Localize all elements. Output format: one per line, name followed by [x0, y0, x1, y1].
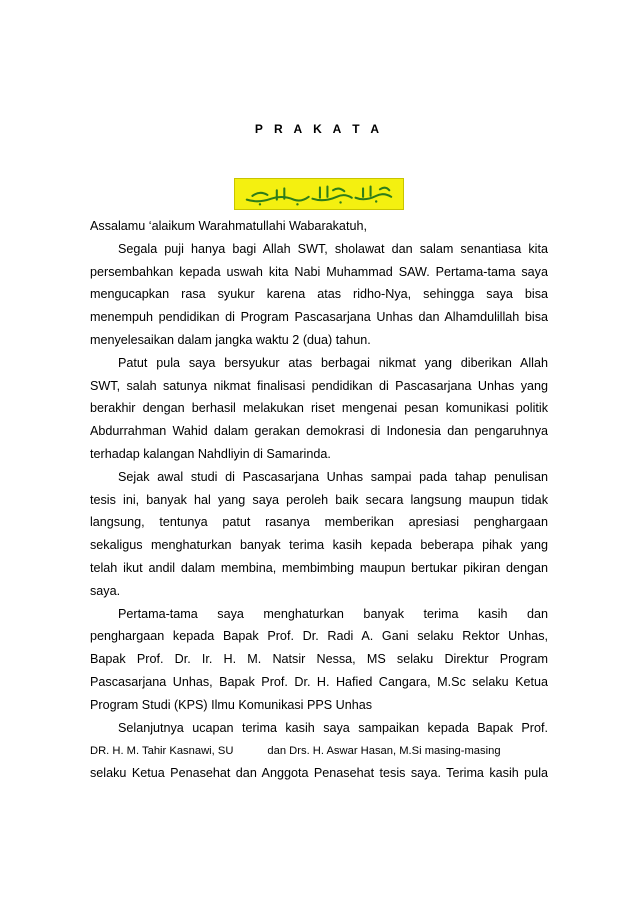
- text-line-mixed: [90, 739, 548, 762]
- text-line: sekaligus menghaturkan banyak terima kasih kepada beberapa pihak yang: [90, 538, 548, 553]
- preface-body: [90, 215, 548, 785]
- text-line: berakhir dengan berhasil melakukan riset mengenai pesan komunikasi politik: [90, 401, 548, 416]
- text-line: Patut pula saya bersyukur atas berbagai nikmat yang diberikan Allah: [118, 355, 548, 370]
- text-line: Assalamu ‘alaikum Warahmatullahi Wabarakatuh,: [90, 219, 367, 233]
- text-line: terhadap kalangan Nahdliyin di Samarinda.: [90, 446, 331, 461]
- text-line: Program Studi (KPS) Ilmu Komunikasi PPS Unhas: [90, 697, 373, 712]
- page-title: P R A K A T A: [254, 122, 384, 136]
- text-line: penghargaan kepada Bapak Prof. Dr. Radi A. Gani selaku Rektor Unhas,: [90, 629, 548, 644]
- text-line: Selanjutnya ucapan terima kasih saya sampaikan kepada Bapak Prof.: [118, 720, 548, 735]
- text-line: tesis ini, banyak hal yang saya peroleh baik secara langsung maupun tidak: [90, 492, 548, 507]
- text-line: telah ikut andil dalam membina, membimbing maupun bertukar pikiran dengan: [90, 560, 548, 575]
- text-line: Abdurrahman Wahid dalam gerakan demokrasi di Indonesia dan pengaruhnya: [90, 424, 548, 439]
- calligraphy-icon: [235, 179, 403, 209]
- text-line: saya.: [90, 583, 121, 598]
- text-line: selaku Ketua Penasehat dan Anggota Penasehat tesis saya. Terima kasih pula: [90, 766, 548, 781]
- text-line: SWT, salah satunya nikmat finalisasi pendidikan di Pascasarjana Unhas yang: [90, 378, 548, 393]
- co-advisor-segment: dan Drs. H. Aswar Hasan, M.Si masing-masing: [267, 745, 501, 758]
- text-line: persembahkan kepada uswah kita Nabi Muhammad SAW. Pertama-tama saya: [90, 264, 548, 279]
- advisor-name-segment: DR. H. M. Tahir Kasnawi, SU: [90, 745, 234, 758]
- text-line: Sejak awal studi di Pascasarjana Unhas sampai pada tahap penulisan: [118, 469, 548, 484]
- text-line: Pertama-tama saya menghaturkan banyak terima kasih dan: [118, 606, 548, 621]
- text-line: Segala puji hanya bagi Allah SWT, sholawat dan salam senantiasa kita: [118, 241, 548, 256]
- text-line: mengucapkan rasa syukur karena atas ridho-Nya, sehingga saya bisa: [90, 287, 548, 302]
- text-line: menyelesaikan dalam jangka waktu 2 (dua) tahun.: [90, 332, 371, 347]
- text-line: menempuh pendidikan di Program Pascasarjana Unhas dan Alhamdulillah bisa: [90, 310, 548, 325]
- bismillah-calligraphy-image: [234, 178, 404, 210]
- text-line: Bapak Prof. Dr. Ir. H. M. Natsir Nessa, MS selaku Direktur Program: [90, 652, 548, 667]
- text-line: langsung, tentunya patut rasanya memberikan apresiasi penghargaan: [90, 515, 548, 530]
- text-line: Pascasarjana Unhas, Bapak Prof. Dr. H. Hafied Cangara, M.Sc selaku Ketua: [90, 674, 548, 689]
